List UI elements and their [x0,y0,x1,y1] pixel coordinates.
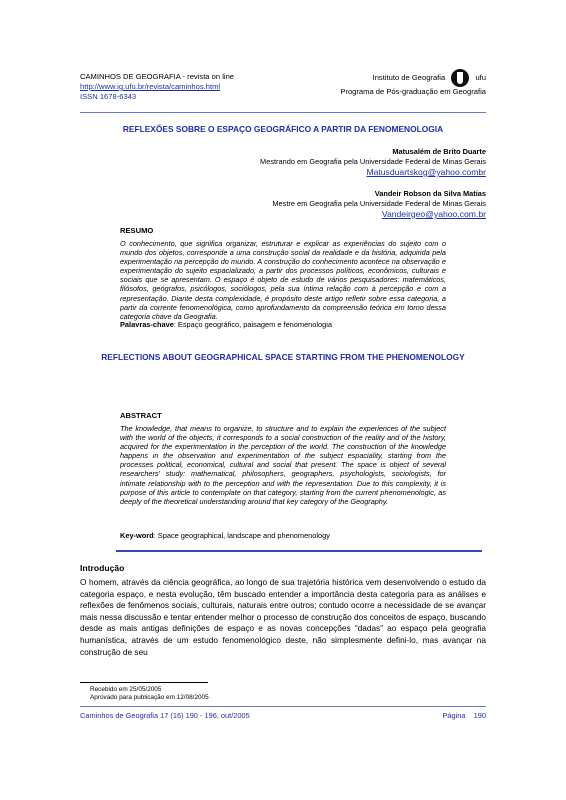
author-affiliation: Mestre em Geografia pela Universidade Federal de Minas Gerais [272,199,486,208]
journal-name: CAMINHOS DE GEOGRAFIA - revista on line [80,72,235,81]
article-title-pt: REFLEXÕES SOBRE O ESPAÇO GEOGRÁFICO A PARTIR DA FENOMENOLOGIA [122,124,444,134]
institute-header [340,69,486,97]
keywords-value: : Espaço geográfico, paisagem e fenomenologia [173,320,333,329]
ufu-label: ufu [475,73,486,82]
journal-header [80,72,234,102]
program-name: Programa de Pós-graduação em Geografia [340,87,486,96]
resumo-heading: RESUMO [120,226,154,235]
footer-citation: Caminhos de Geografia 17 (16) 190 - 196, out/2005 [80,711,250,720]
footer-page [442,711,486,720]
author-email-link[interactable]: Matusduartskog@yahoo.combr [366,167,486,177]
keywords-value: : Space geographical, landscape and phenomenology [153,531,330,540]
intro-heading: Introdução [80,563,125,573]
abstract-text: The knowledge, that means to organize, to structure and to explain the experiences of the subject with the world of the objects, it corresponds to a social construction of the reality and of the history, acquired for the experimentation in the perception of the world. The construction of the knowledge happens in the observation and experimentation of the subject espaciality, starting from the processes political, economical, cultural and social that present. The space is object of several researchers' study: mathematical, philosophers, geographers, psychologists, sociologists, for intimate relationship with to the perception and with the representation. Due to this complexity, it is purpose of this article to contemplate on that category, starting from the current phenomenologic, as deeply of the theoretical understanding around that key category of the Geography. [120,424,446,506]
ufu-logo-icon [451,69,469,87]
intro-text: O homem, através da ciência geográfica, ao longo de sua trajetória histórica vem desenvolvendo o estudo da categoria espaço, e nesta evolução, têm buscado entender a importância desta categoria para as análises e reflexões de fenômenos sociais, culturais, naturais entre outros; contudo ocorre a necessidade de se avançar mais nessa discussão e tentar entender melhor o processo de construção dos conceitos de espaço, buscando desde as mais antigas definições de espaço e as novas concepções “dadas” ao espaço pela geografia humanística, através de um estudo fenomenológico deste, não simplesmente defini-lo, mas avançar na construção de seu [80,577,486,657]
author-block-1 [126,147,486,177]
resumo-text: O conhecimento, que significa organizar, estruturar e explicar as experiências do sujeito com o mundo dos objetos, corresponde a uma construção social da realidade e da história, adquirida pela experimentação na percepção do mundo. A construção do conhecimento acontece na observação e experimentação do sujeito espacializado, a partir dos processos políticos, econômicos, culturais e sociais que se apresentam. O espaço é objeto de estudo de vários pesquisadores: matemáticos, filósofos, geógrafos, psicólogos, sociólogos, pela sua íntima relação com à percepção e com a representação. Diante desta complexidade, é propósito deste artigo refletir sobre essa categoria, a partir da corrente fenomenológica, como aprofundamento da compreensão teórica em torno dessa categoria chave da Geografia. [120,239,446,321]
footer-divider [80,706,486,707]
article-title-en: REFLECTIONS ABOUT GEOGRAPHICAL SPACE STARTING FROM THE PHENOMENOLOGY [101,352,465,362]
keywords-label: Key-word [120,531,154,540]
institute-name: Instituto de Geografia [372,73,446,82]
section-divider [116,550,482,552]
header-divider [80,112,486,113]
author-name: Matusalém de Brito Duarte [392,147,486,156]
received-date: Recebido em 25/05/2005 [90,686,162,693]
resumo-keywords [120,320,460,329]
journal-url-link[interactable]: http://www.ig.ufu.br/revista/caminhos.html [80,82,221,91]
footnote-divider [80,682,208,683]
issn: ISSN 1678-6343 [80,92,137,101]
abstract-heading: ABSTRACT [120,411,162,420]
page-label: Página [442,711,466,720]
approved-date: Aprovado para publicação em 12/08/2005 [90,694,209,701]
abstract-keywords [120,531,460,540]
author-affiliation: Mestrando em Geografia pela Universidade Federal de Minas Gerais [260,157,486,166]
author-email-link[interactable]: Vandeirgeo@yahoo.com.br [381,209,486,219]
author-name: Vandeir Robson da Silva Matias [374,189,486,198]
page-number: 190 [473,711,486,720]
author-block-2 [126,189,486,219]
keywords-label: Palavras-chave [120,320,174,329]
